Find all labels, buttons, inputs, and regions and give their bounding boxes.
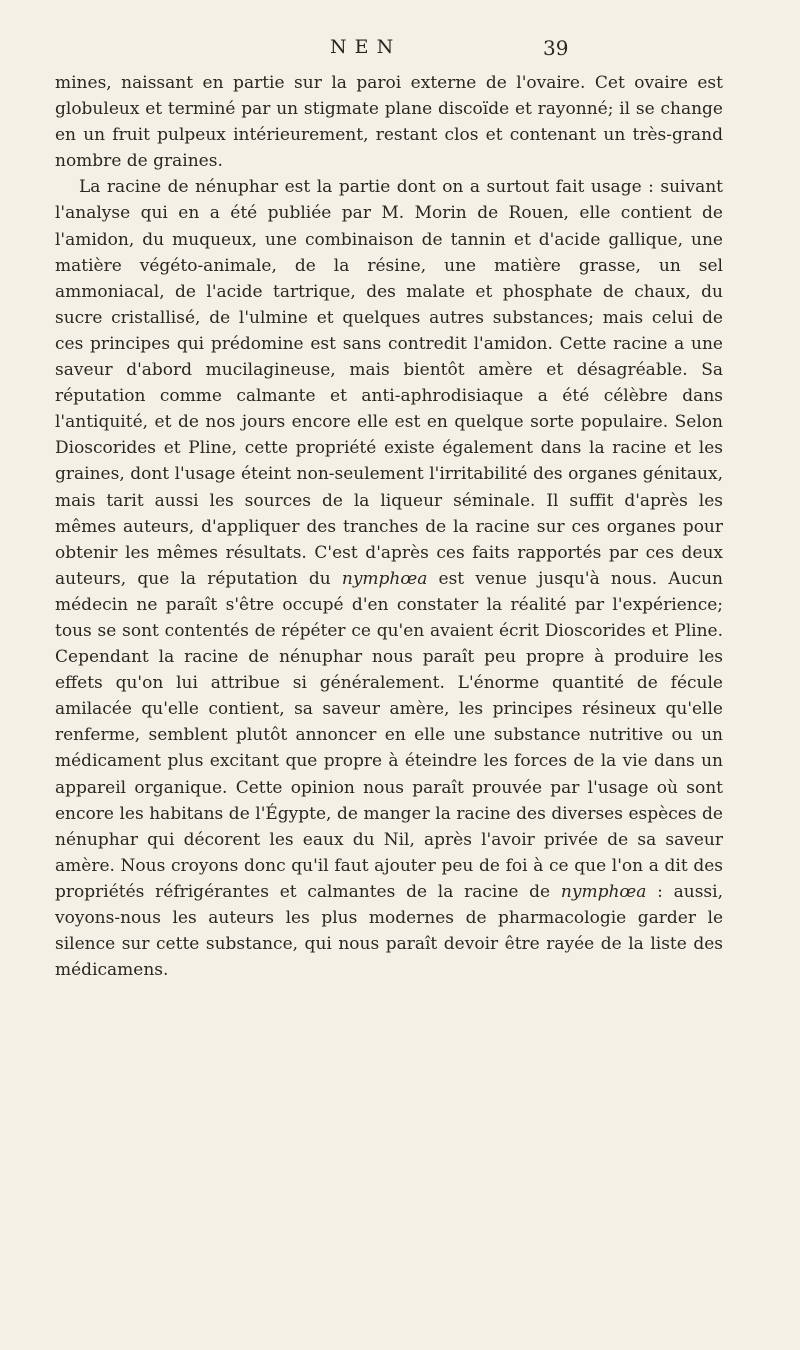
page-number: 39 [543, 36, 569, 60]
page-header [0, 36, 800, 64]
paragraph-2-text-c: : aussi, voyons-nous les auteurs les plus modernes de pharmacologie garder le silence sur cette substance, qui nous paraît devoir être rayée de la liste des médicamens. [55, 881, 723, 981]
italic-term-nymphaea: nymphœa [560, 881, 647, 902]
paragraph-2-text-a: La racine de nénuphar est la partie dont on a surtout fait usage : suivant l'analyse qui en a été publiée par M. Morin de Rouen, elle contient de l'amidon, du muqueux, une combinaison de tannin et d'acide gallique, une matière végéto-animale, de la résine, une matière grasse, un sel ammoniacal, de l'acide tartrique, des malate et phosphate de chaux, du sucre cristallisé, de l'ulmine et quelques autres substances; mais celui de ces principes qui prédomine est sans contredit l'amidon. Cette racine a une saveur d'abord mucilagineuse, mais bientôt amère et désagréable. Sa réputation comme calmante et anti-aphrodisiaque a été célèbre dans l'antiquité, et de nos jours encore elle est en quelque sorte populaire. Selon Dioscorides et Pline, cette propriété existe également dans la racine et les graines, dont l'usage éteint non-seulement l'irritabilité des organes génitaux, mais tarit aussi les sources de la liqueur séminale. Il suffit d'après les mêmes auteurs, d'appliquer des tranches de la racine sur ces organes pour obtenir les mêmes résultats. C'est d'après ces faits rapportés par ces deux auteurs, que la réputation du [55, 177, 723, 589]
paragraph-2-text-b: est venue jusqu'à nous. Aucun médecin ne paraît s'être occupé d'en constater la réalité par l'expérience; tous se sont contentés de répéter ce qu'en avaient écrit Dioscorides et Pline. Cependant la racine de nénuphar nous paraît peu propre à produire les effets qu'on lui attribue si généralement. L'énorme quantité de fécule amilacée qu'elle contient, sa saveur amère, les principes résineux qu'elle renferme, semblent plutôt annoncer en elle une substance nutritive ou un médicament plus excitant que propre à éteindre les forces de la vie dans un appareil organique. Cette opinion nous paraît prouvée par l'usage où sont encore les habitans de l'Égypte, de manger la racine des diverses espèces de nénuphar qui décorent les eaux du Nil, après l'avoir privée de sa saveur amère. Nous croyons donc qu'il faut ajouter peu de foi à ce que l'on a dit des propriétés réfrigérantes et calmantes de la racine de [55, 568, 724, 902]
body-text [55, 70, 723, 983]
italic-term-nymphaea: nymphœa [341, 568, 428, 589]
paragraph-2 [55, 174, 723, 983]
running-head: N E N [330, 36, 395, 58]
paragraph-1-text: mines, naissant en partie sur la paroi externe de l'ovaire. Cet ovaire est globuleux et terminé par un stigmate plane discoïde et rayonné; il se change en un fruit pulpeux intérieurement, restant clos et contenant un très-grand nombre de graines. [55, 73, 723, 172]
paragraph-1 [55, 70, 723, 174]
